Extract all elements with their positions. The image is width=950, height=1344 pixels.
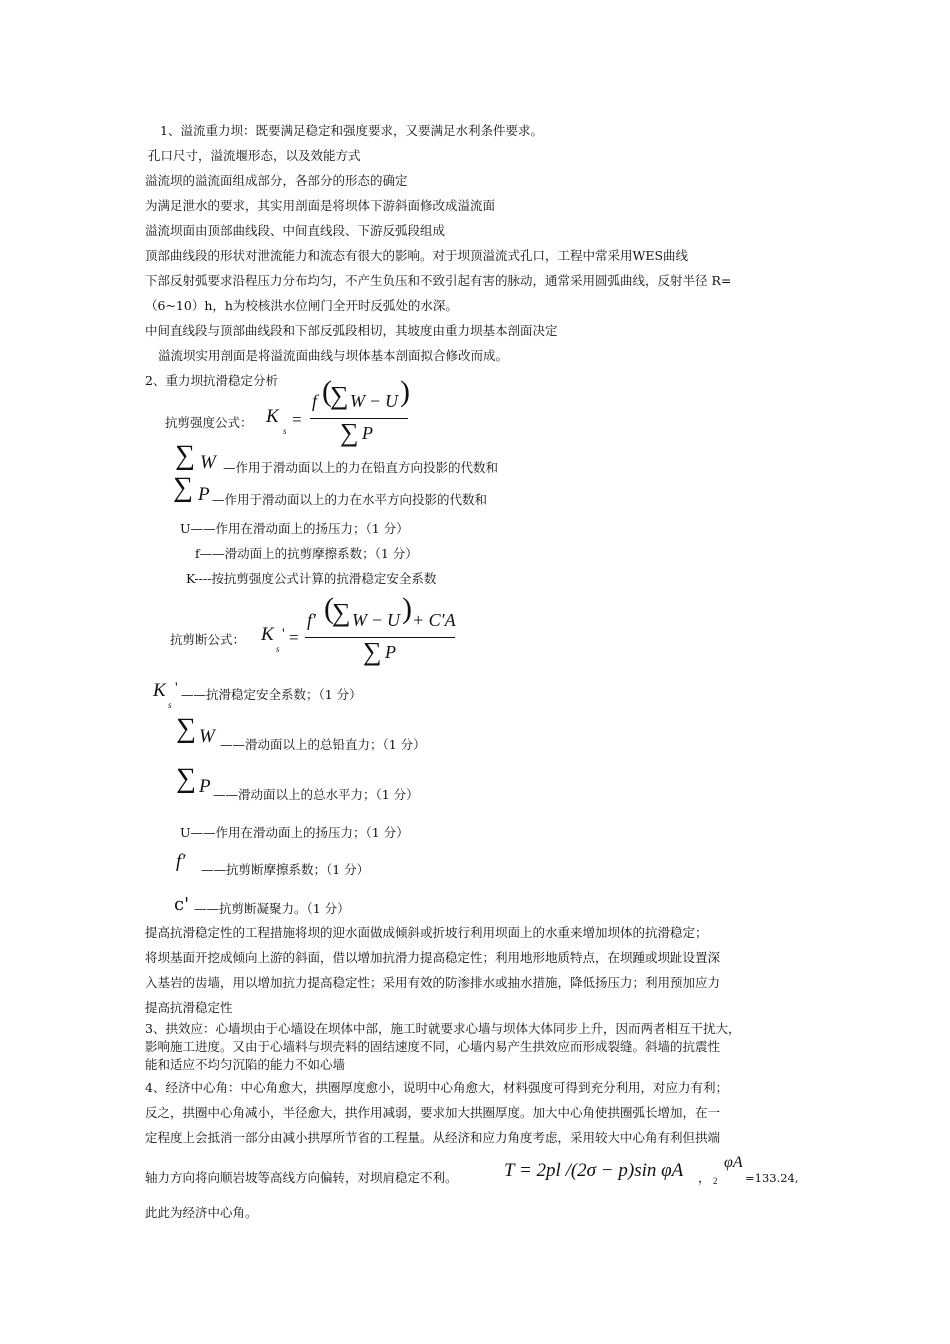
- fracture-formula-label: 抗剪断公式：: [170, 632, 246, 647]
- section1-line: 为满足泄水的要求，其实用剖面是将坝体下游斜面修改成溢流面: [145, 198, 496, 213]
- section1-line: 溢流坝的溢流面组成部分，各部分的形态的确定: [145, 173, 408, 188]
- formula-phiA: φA: [724, 1154, 743, 1171]
- formula-plus-CA: + C′A: [412, 610, 456, 630]
- sigma-symbol: ∑: [176, 713, 196, 744]
- section1-line: 下部反射弧要求沿程压力分布均匀，不产生负压和不致引起有害的脉动，通常采用圆弧曲线，反射半径 R=: [145, 273, 732, 288]
- section1-line: 孔口尺寸，溢流堰形态，以及效能方式: [148, 148, 361, 163]
- sumP-total-description: ——滑动面以上的总水平力；（1 分）: [213, 787, 419, 802]
- sigma-symbol: ∑: [332, 598, 351, 627]
- formula-minus: −: [370, 391, 381, 411]
- formula-U: U: [385, 391, 398, 411]
- formula-rparen: ): [400, 375, 410, 408]
- formula-P: P: [198, 484, 210, 505]
- section1-line: （6~10）h，h为校核洪水位闸门全开时反弧处的水深。: [145, 298, 458, 313]
- section3-line: 能和适应不均匀沉陷的能力不如心墙: [145, 1057, 346, 1072]
- Ks-description: ——抗滑稳定安全系数；（1 分）: [181, 687, 362, 702]
- formula-prime: ': [282, 626, 285, 642]
- section1-line: 溢流坝面由顶部曲线段、中间直线段、下游反弧段组成: [145, 223, 446, 238]
- section1-line: 中间直线段与顶部曲线段和下部反弧段相切，其坡度由重力坝基本剖面决定: [145, 323, 558, 338]
- formula-W: W: [350, 391, 365, 411]
- shear-formula-label: 抗剪强度公式：: [165, 415, 253, 430]
- sumW-total-description: ——滑动面以上的总铅直力；（1 分）: [220, 737, 426, 752]
- formula-equals: =: [289, 628, 299, 647]
- formula-P: P: [385, 642, 396, 662]
- formula-minus: −: [372, 610, 383, 630]
- formula-lparen: (: [324, 592, 334, 625]
- sigma-symbol: ∑: [176, 763, 196, 794]
- sigma-symbol: ∑: [173, 472, 193, 503]
- formula-lparen: (: [322, 375, 332, 408]
- section4-line: 定程度上会抵消一部分由减小拱厚所节省的工程量。从经济和应力角度考虑，采用较大中心角有利但拱端: [145, 1130, 721, 1145]
- section1-line: 溢流坝实用剖面是将溢流面曲线与坝体基本剖面拟合修改而成。: [158, 348, 509, 363]
- formula-f: f: [312, 391, 318, 411]
- section3-line: 3、拱效应：心墙坝由于心墙设在坝体中部，施工时就要求心墙与坝体大体同步上升，因而两者相互干扰大，: [145, 1021, 741, 1036]
- section3-line: 影响施工进度。又由于心墙料与坝壳料的固结速度不同，心墙内易产生拱效应而形成裂缝。斜墙的抗震性: [145, 1039, 721, 1054]
- sigma-symbol: ∑: [330, 381, 349, 410]
- economic-angle-value: =133.24,: [745, 1171, 799, 1185]
- K-description: K----按抗剪强度公式计算的抗滑稳定安全系数: [186, 571, 437, 586]
- formula-P: P: [362, 423, 373, 443]
- section1-line: 顶部曲线段的形状对泄流能力和流态有很大的影响。对于坝顶溢流式孔口，工程中常采用WES曲线: [145, 248, 689, 263]
- sumW-description: —作用于滑动面以上的力在铅直方向投影的代数和: [223, 460, 499, 475]
- formula-K: K: [261, 624, 274, 645]
- formula-rparen: ): [402, 592, 412, 625]
- f-description: f——滑动面上的抗剪摩擦系数；（1 分）: [195, 546, 418, 561]
- formula-W: W: [352, 610, 367, 630]
- U-description: U——作用在滑动面上的扬压力；（1 分）: [180, 521, 409, 536]
- section1-title: 1、溢流重力坝：既要满足稳定和强度要求，又要满足水利条件要求。: [160, 123, 543, 138]
- formula-subscript-s: s: [283, 426, 287, 436]
- formula-fprime: f′: [176, 851, 186, 872]
- section4-line: 反之，拱圈中心角减小，半径愈大，拱作用减弱，要求加大拱圈厚度。加大中心角使拱圈弧长增加，在一: [145, 1105, 721, 1120]
- formula-P: P: [199, 776, 211, 797]
- fprime-description: ——抗剪断摩擦系数；（1 分）: [201, 862, 370, 877]
- paragraph-line: 提高抗滑稳定性的工程措施将坝的迎水面做成倾斜或折坡行利用坝面上的水重来增加坝体的抗滑稳定；: [145, 925, 708, 940]
- formula-prime: ': [175, 680, 178, 696]
- formula-subscript-s: s: [276, 644, 280, 654]
- U-description: U——作用在滑动面上的扬压力；（1 分）: [180, 825, 409, 840]
- formula-equals: =: [292, 410, 302, 429]
- formula-fprime: f′: [307, 610, 316, 630]
- paragraph-line: 将坝基面开挖成倾向上游的斜面，借以增加抗滑力提高稳定性；利用地形地质特点，在坝踵或坝趾设置深: [145, 950, 721, 965]
- formula-separator: ，: [698, 1170, 711, 1185]
- paragraph-line: 提高抗滑稳定性: [145, 1000, 233, 1015]
- formula-two: 2: [713, 1176, 718, 1186]
- thrust-formula: T = 2pl /(2σ − p)sin φA: [504, 1160, 684, 1181]
- section4-line: 4、经济中心角：中心角愈大，拱圈厚度愈小，说明中心角愈大，材料强度可得到充分利用，对应力有利；: [145, 1080, 728, 1095]
- sumP-description: —作用于滑动面以上的力在水平方向投影的代数和: [212, 492, 488, 507]
- section4-line: 此此为经济中心角。: [145, 1205, 258, 1220]
- section2-title: 2、重力坝抗滑稳定分析: [145, 373, 278, 388]
- fraction-bar: [310, 418, 408, 419]
- sigma-symbol: ∑: [340, 418, 359, 447]
- sigma-symbol: ∑: [175, 440, 195, 471]
- formula-K: K: [266, 406, 279, 427]
- formula-c: c': [174, 894, 190, 915]
- formula-U: U: [387, 610, 400, 630]
- formula-K: K: [153, 680, 166, 701]
- formula-W: W: [199, 726, 215, 747]
- formula-subscript-s: s: [168, 700, 172, 710]
- formula-W: W: [200, 452, 216, 473]
- section4-line: 轴力方向将向顺岩坡等高线方向偏转，对坝肩稳定不利。: [145, 1170, 458, 1185]
- sigma-symbol: ∑: [363, 637, 382, 666]
- c-description: ——抗剪断凝聚力。（1 分）: [194, 901, 350, 916]
- paragraph-line: 入基岩的齿墙，用以增加抗力提高稳定性；采用有效的防渗排水或抽水措施，降低扬压力；利用预加应力: [145, 975, 721, 990]
